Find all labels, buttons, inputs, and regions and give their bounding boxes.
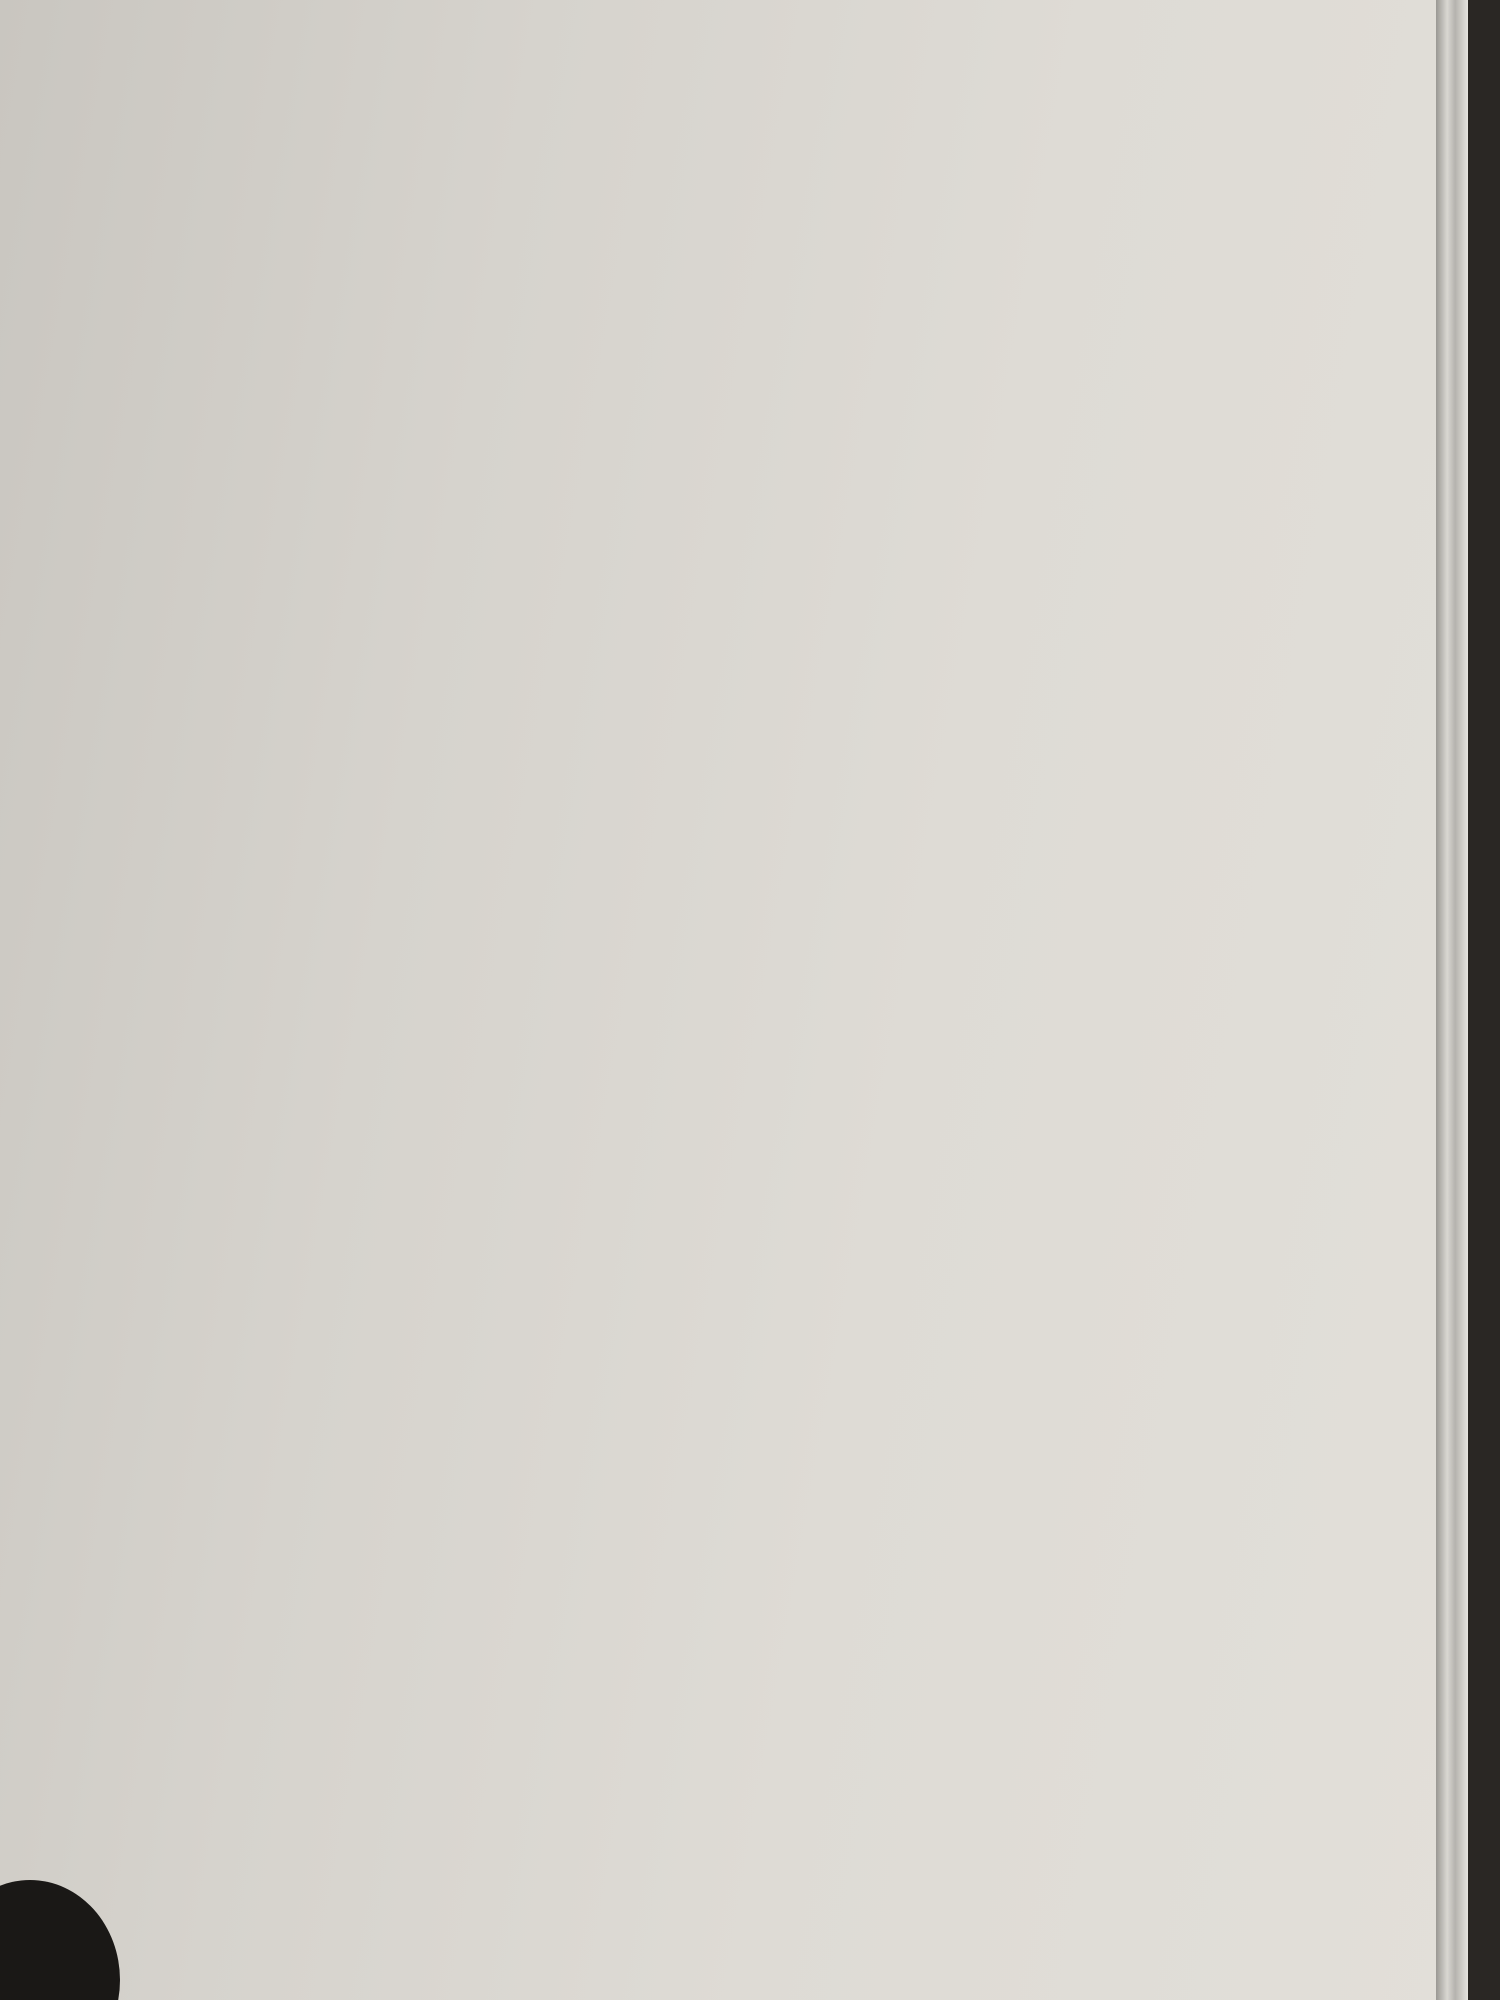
table-of-contents bbox=[0, 166, 1468, 1940]
